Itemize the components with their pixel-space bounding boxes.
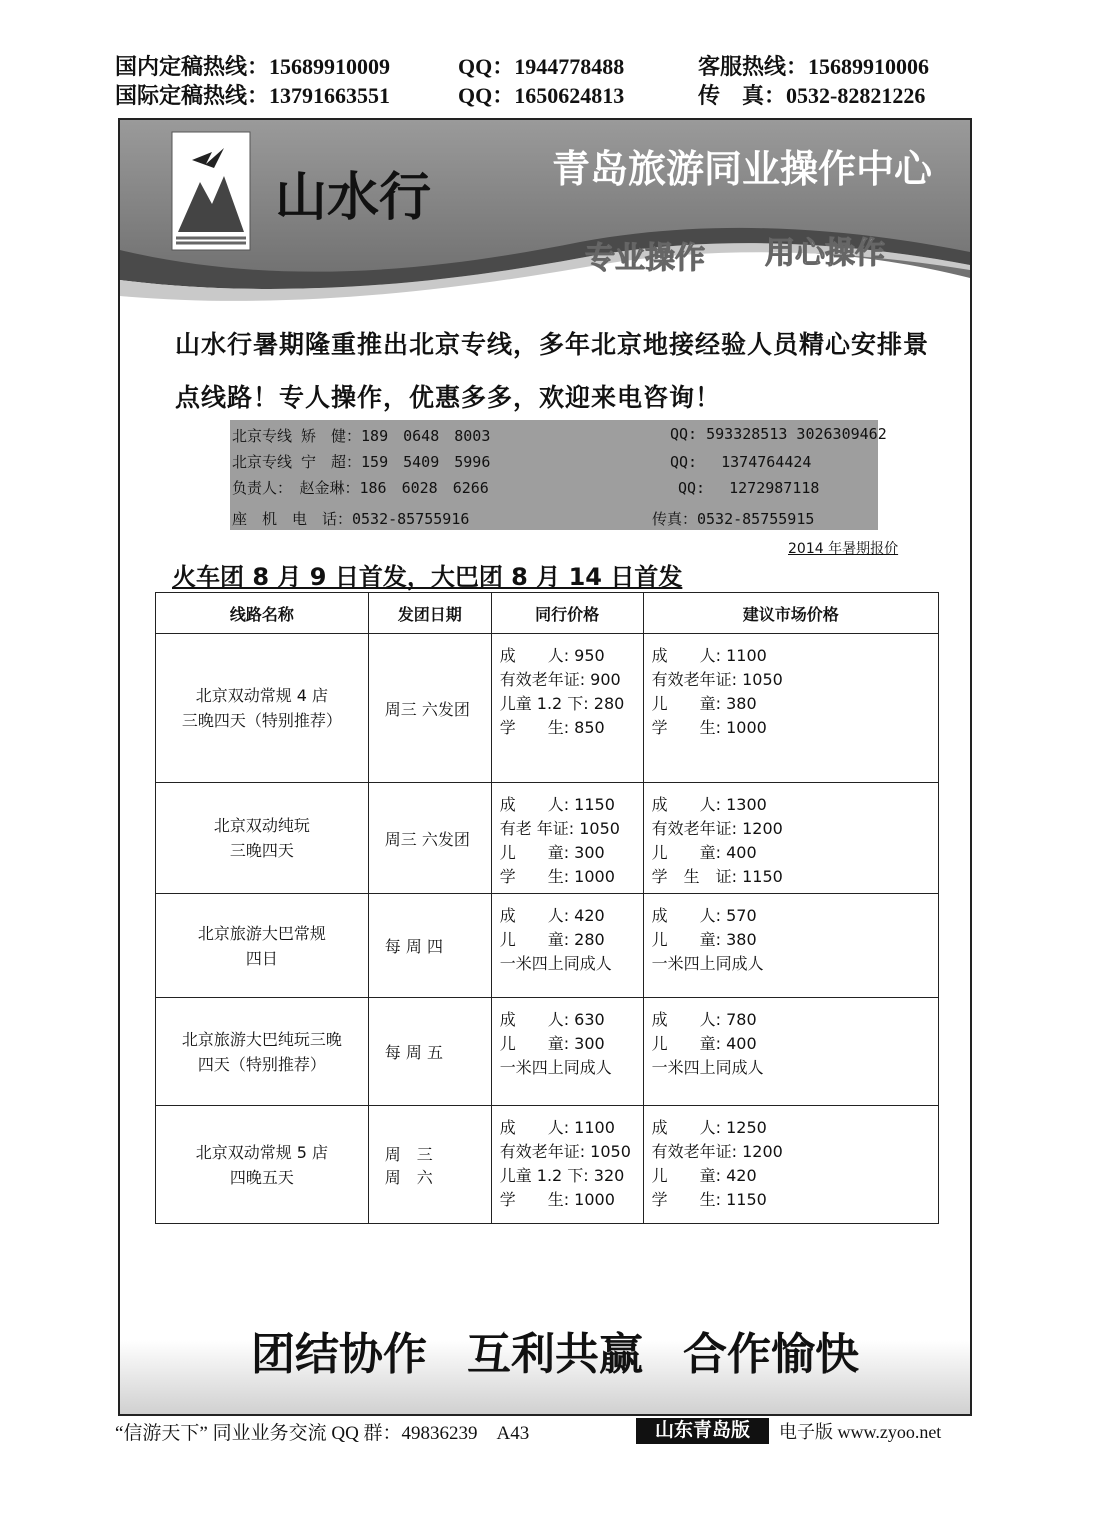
table-row	[156, 998, 939, 1106]
peer-price-line: 学 生: 1000	[499, 1190, 615, 1209]
table-row	[156, 783, 939, 894]
edition-badge: 山东青岛版	[636, 1418, 769, 1444]
departure-date-line: 周 三	[384, 1144, 433, 1164]
price-table	[155, 592, 939, 1224]
peer-price-line: 儿 童: 280	[499, 930, 605, 949]
ad-frame	[118, 118, 972, 1416]
departure-date-line: 每 周 四	[384, 937, 443, 956]
peer-price-line: 儿童 1.2 下: 320	[499, 1166, 625, 1185]
banner-motto-2: 用心操作	[765, 236, 885, 271]
market-price	[643, 894, 938, 998]
market-price-line: 一米四上同成人	[651, 1058, 764, 1077]
ad-banner	[120, 120, 970, 320]
market-price-line: 儿 童: 420	[651, 1166, 757, 1185]
route-name-line: 三晚四天（特别推荐）	[181, 711, 342, 730]
departure-date	[368, 634, 491, 783]
route-name	[156, 894, 369, 998]
market-price-line: 儿 童: 380	[651, 930, 757, 949]
peer-price-line: 儿 童: 300	[499, 1034, 605, 1053]
logo-icon	[172, 132, 250, 250]
market-price-line: 成 人: 1250	[651, 1118, 767, 1137]
intl-hotline: 国际定稿热线：13791663551	[115, 83, 391, 108]
peer-price	[491, 783, 643, 894]
table-header-row	[156, 593, 939, 634]
peer-price-line: 儿 童: 300	[499, 843, 605, 862]
peer-price	[491, 634, 643, 783]
slogan	[251, 1318, 899, 1382]
route-name	[156, 1106, 369, 1224]
header-route: 线路名称	[156, 593, 369, 634]
market-price-line: 有效老年证: 1200	[651, 819, 783, 838]
peer-price-line: 学 生: 1000	[499, 867, 615, 886]
peer-price	[491, 998, 643, 1106]
market-price	[643, 783, 938, 894]
departure-date-line: 周 六	[384, 1167, 433, 1187]
peer-price-line: 成 人: 1150	[499, 795, 615, 814]
market-price-line: 成 人: 1100	[651, 646, 767, 665]
contact-qq: QQ: 1374764424	[670, 453, 812, 471]
market-price-line: 成 人: 570	[651, 906, 757, 925]
contact-fax: 传真：0532-85755915	[652, 510, 815, 528]
intl-qq: QQ：1650624813	[458, 83, 625, 108]
peer-price-line: 儿童 1.2 下: 280	[499, 694, 625, 713]
departure-date	[368, 1106, 491, 1224]
banner-title: 青岛旅游同业操作中心	[552, 147, 933, 191]
peer-price-line: 成 人: 630	[499, 1010, 605, 1029]
route-name-line: 四晚五天	[229, 1167, 294, 1187]
footer-site: 电子版 www.zyoo.net	[779, 1422, 942, 1442]
slogan-item: 团结协作	[251, 1329, 427, 1380]
header-peer-price: 同行价格	[491, 593, 643, 634]
peer-price-line: 有老 年证: 1050	[499, 819, 620, 838]
peer-price-line: 成 人: 420	[499, 906, 605, 925]
route-name-line: 四日	[245, 948, 278, 968]
header-date: 发团日期	[368, 593, 491, 634]
contact-box	[230, 420, 887, 530]
route-name-line: 北京旅游大巴纯玩三晚	[181, 1029, 342, 1049]
contact-qq: QQ: 1272987118	[678, 479, 820, 497]
peer-price-line: 一米四上同成人	[499, 954, 612, 973]
departure-date	[368, 894, 491, 998]
contact-row: 负责人： 赵金琳：186 6028 6266	[232, 479, 489, 497]
fax-number: 传 真：0532-82821226	[698, 83, 926, 108]
market-price-line: 成 人: 1300	[651, 795, 767, 814]
departure-date	[368, 783, 491, 894]
market-price-line: 一米四上同成人	[651, 954, 764, 973]
table-row	[156, 1106, 939, 1224]
peer-price	[491, 894, 643, 998]
table-row	[156, 634, 939, 783]
market-price	[643, 1106, 938, 1224]
peer-price	[491, 1106, 643, 1224]
route-name-line: 四天（特别推荐）	[197, 1054, 326, 1074]
market-price-line: 儿 童: 380	[651, 694, 757, 713]
footer	[115, 1418, 980, 1446]
peer-price-line: 成 人: 1100	[499, 1118, 615, 1137]
departure-title: 火车团 8 月 9 日首发，大巴团 8 月 14 日首发	[172, 563, 683, 591]
market-price-line: 学 生 证: 1150	[651, 867, 783, 886]
domestic-hotline: 国内定稿热线：15689910009	[115, 54, 391, 79]
intro-line-2: 点线路！专人操作，优惠多多，欢迎来电咨询！	[175, 383, 722, 412]
market-price-line: 有效老年证: 1200	[651, 1142, 783, 1161]
market-price-line: 学 生: 1150	[651, 1190, 767, 1209]
contact-row: 北京专线 宁 超：159 5409 5996	[232, 453, 491, 471]
table-row	[156, 894, 939, 998]
banner-motto-1: 专业操作	[585, 241, 705, 276]
market-price-line: 学 生: 1000	[651, 718, 767, 737]
contact-row: 座 机 电 话：0532-85755916	[232, 510, 470, 528]
contact-row: 北京专线 矫 健：189 0648 8003	[232, 427, 491, 445]
slogan-item: 合作愉快	[683, 1329, 859, 1380]
price-note: 2014 年暑期报价	[788, 541, 899, 557]
intro-line-1: 山水行暑期隆重推出北京专线，多年北京地接经验人员精心安排景	[175, 330, 930, 359]
domestic-qq: QQ：1944778488	[458, 54, 625, 79]
route-name	[156, 634, 369, 783]
departure-date-line: 周三 六发团	[384, 829, 470, 849]
route-name-line: 北京双动常规 4 店	[195, 686, 329, 705]
peer-price-line: 一米四上同成人	[499, 1058, 612, 1077]
departure-date	[368, 998, 491, 1106]
market-price	[643, 634, 938, 783]
market-price-line: 儿 童: 400	[651, 843, 757, 862]
route-name-line: 北京双动常规 5 店	[195, 1142, 329, 1162]
route-name-line: 北京双动纯玩	[213, 816, 310, 835]
market-price-line: 有效老年证: 1050	[651, 670, 783, 689]
peer-price-line: 有效老年证: 900	[499, 670, 621, 689]
route-name	[156, 998, 369, 1106]
market-price	[643, 998, 938, 1106]
route-name-line: 三晚四天	[229, 841, 294, 860]
peer-price-line: 学 生: 850	[499, 718, 605, 737]
departure-date-line: 周三 六发团	[384, 699, 470, 719]
contact-qq: QQ: 593328513 3026309462	[670, 425, 887, 443]
brand-name: 山水行	[275, 167, 432, 228]
peer-price-line: 有效老年证: 1050	[499, 1142, 631, 1161]
footer-qq-group: “信游天下” 同业业务交流 QQ 群：49836239 A43	[115, 1423, 530, 1444]
service-hotline: 客服热线：15689910006	[698, 54, 930, 79]
route-name-line: 北京旅游大巴常规	[197, 923, 326, 943]
header-market-price: 建议市场价格	[643, 593, 938, 634]
departure-date-line: 每 周 五	[384, 1043, 443, 1062]
route-name	[156, 783, 369, 894]
slogan-item: 互利共赢	[467, 1329, 643, 1380]
market-price-line: 儿 童: 400	[651, 1034, 757, 1053]
peer-price-line: 成 人: 950	[499, 646, 605, 665]
market-price-line: 成 人: 780	[651, 1010, 757, 1029]
